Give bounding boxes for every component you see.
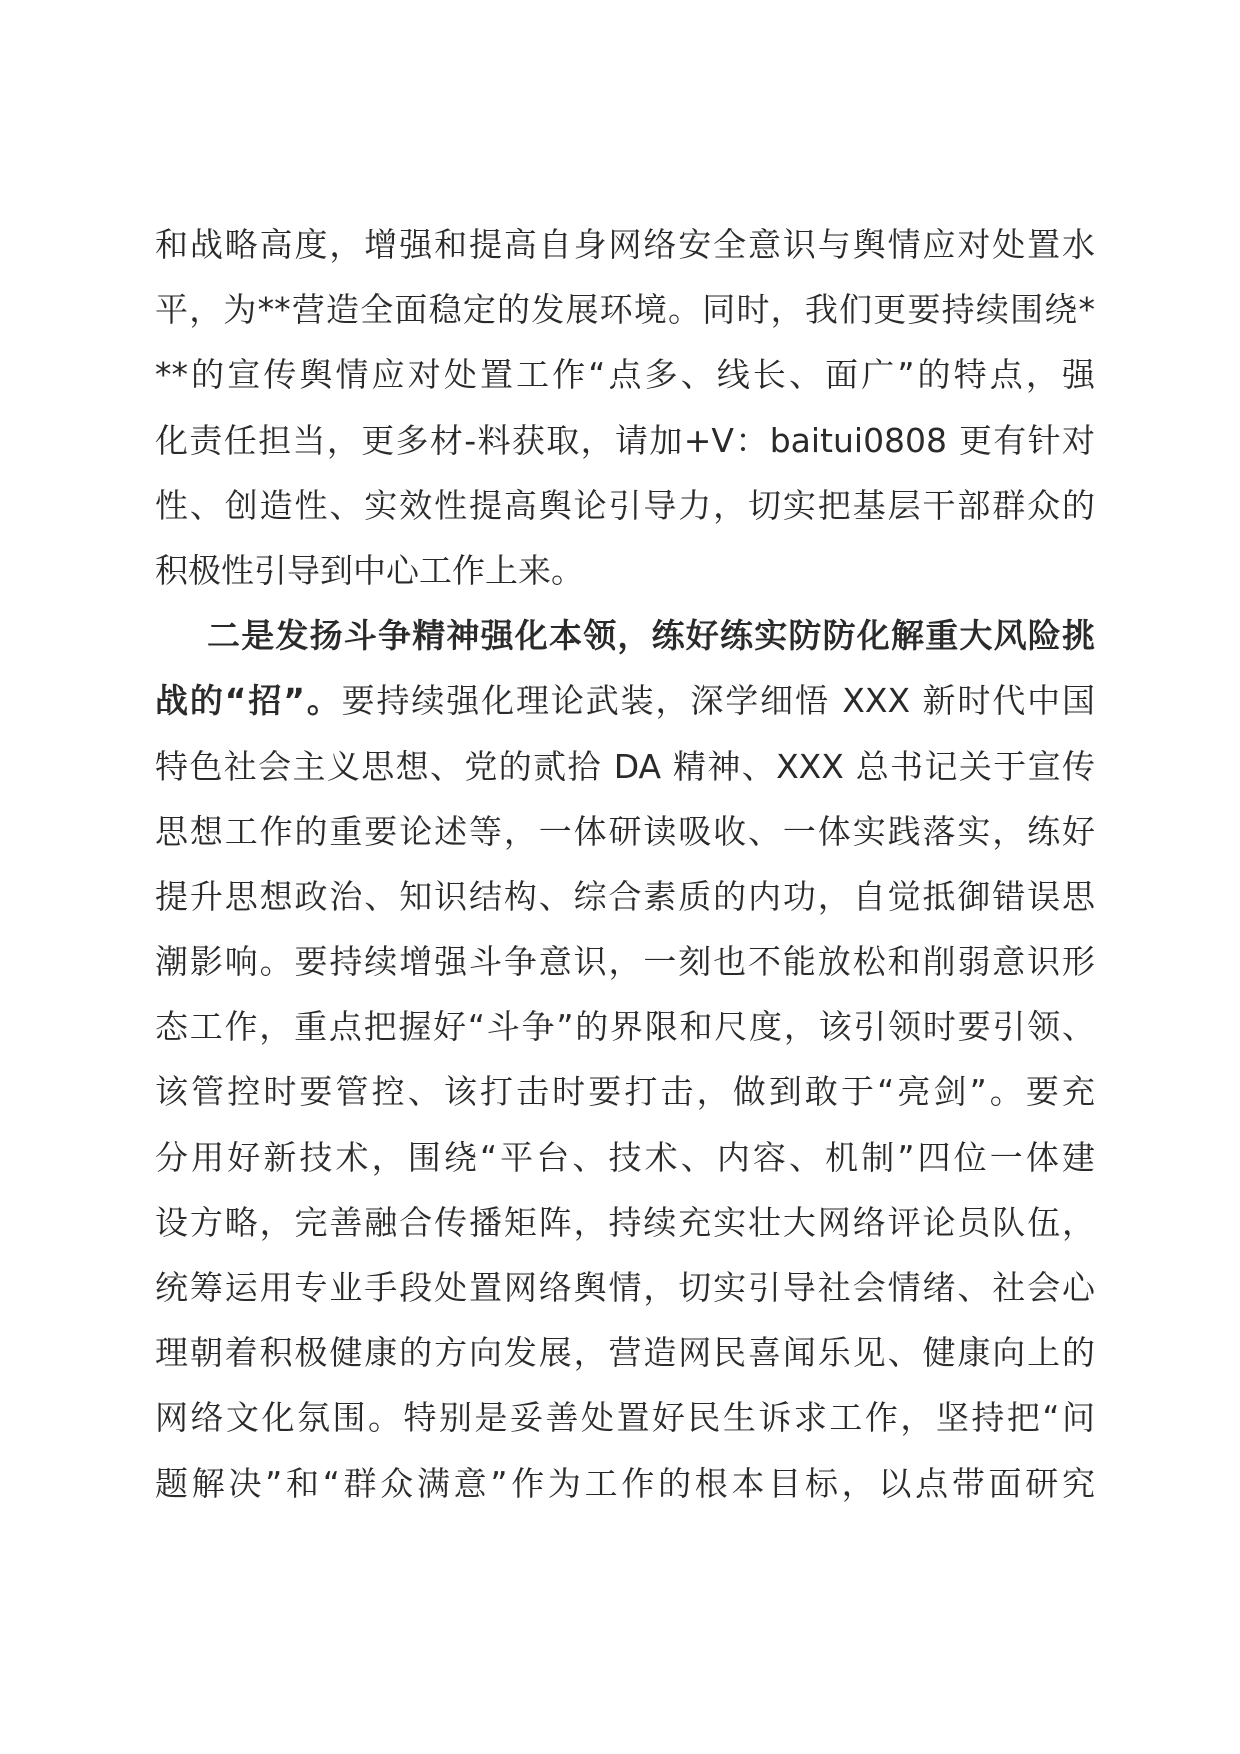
document-body xyxy=(155,212,1095,1516)
paragraph-2-line-5: 提升思想政治、知识结构、综合素质的内功，自觉抵御错误思 xyxy=(155,876,1095,916)
paragraph-1 xyxy=(155,212,1095,603)
paragraph-2-line-6: 潮影响。要持续增强斗争意识，一刻也不能放松和削弱意识形 xyxy=(155,942,1095,982)
paragraph-1-line-3: **的宣传舆情应对处置工作“点多、线长、面广”的特点，强 xyxy=(155,355,1095,395)
paragraph-1-line-2: 平，为**营造全面稳定的发展环境。同时，我们更要持续围绕* xyxy=(155,290,1095,330)
paragraph-2-line-8: 该管控时要管控、该打击时要打击，做到敢于“亮剑”。要充 xyxy=(155,1072,1095,1112)
paragraph-2 xyxy=(155,603,1095,1516)
paragraph-2-line-14: 题解决”和“群众满意”作为工作的根本目标，以点带面研究 xyxy=(155,1463,1095,1503)
paragraph-2-line-11: 统筹运用专业手段处置网络舆情，切实引导社会情绪、社会心 xyxy=(155,1268,1095,1307)
paragraph-1-line-1: 和战略高度，增强和提高自身网络安全意识与舆情应对处置水 xyxy=(155,225,1095,264)
paragraph-2-heading-line: 二是发扬斗争精神强化本领，练好练实防防化解重大风险挑 xyxy=(207,616,1095,656)
paragraph-2-line-9: 分用好新技术，围绕“平台、技术、内容、机制”四位一体建 xyxy=(155,1137,1095,1177)
paragraph-2-line-13: 网络文化氛围。特别是妥善处置好民生诉求工作，坚持把“问 xyxy=(155,1398,1095,1438)
paragraph-2-line-2-text: 要持续强化理论武装，深学细悟 XXX 新时代中国 xyxy=(341,681,1095,721)
paragraph-1-line-5: 性、创造性、实效性提高舆论引导力，切实把基层干部群众的 xyxy=(155,485,1095,525)
paragraph-1-line-4: 化责任担当，更多材-料获取，请加+V：baitui0808 更有针对 xyxy=(155,420,1095,460)
paragraph-2-line-3: 特色社会主义思想、党的贰拾 DA 精神、XXX 总书记关于宣传 xyxy=(155,746,1095,786)
paragraph-2-line-4: 思想工作的重要论述等，一体研读吸收、一体实践落实，练好 xyxy=(155,811,1095,851)
paragraph-2-line-2 xyxy=(155,668,1095,733)
paragraph-2-line-10: 设方略，完善融合传播矩阵，持续充实壮大网络评论员队伍， xyxy=(155,1202,1095,1242)
paragraph-2-heading-tail: 战的“招”。 xyxy=(155,681,342,721)
paragraph-1-line-6: 积极性引导到中心工作上来。 xyxy=(155,550,584,590)
paragraph-2-line-12: 理朝着积极健康的方向发展，营造网民喜闻乐见、健康向上的 xyxy=(155,1333,1095,1373)
paragraph-2-line-7: 态工作，重点把握好“斗争”的界限和尺度，该引领时要引领、 xyxy=(155,1007,1095,1047)
